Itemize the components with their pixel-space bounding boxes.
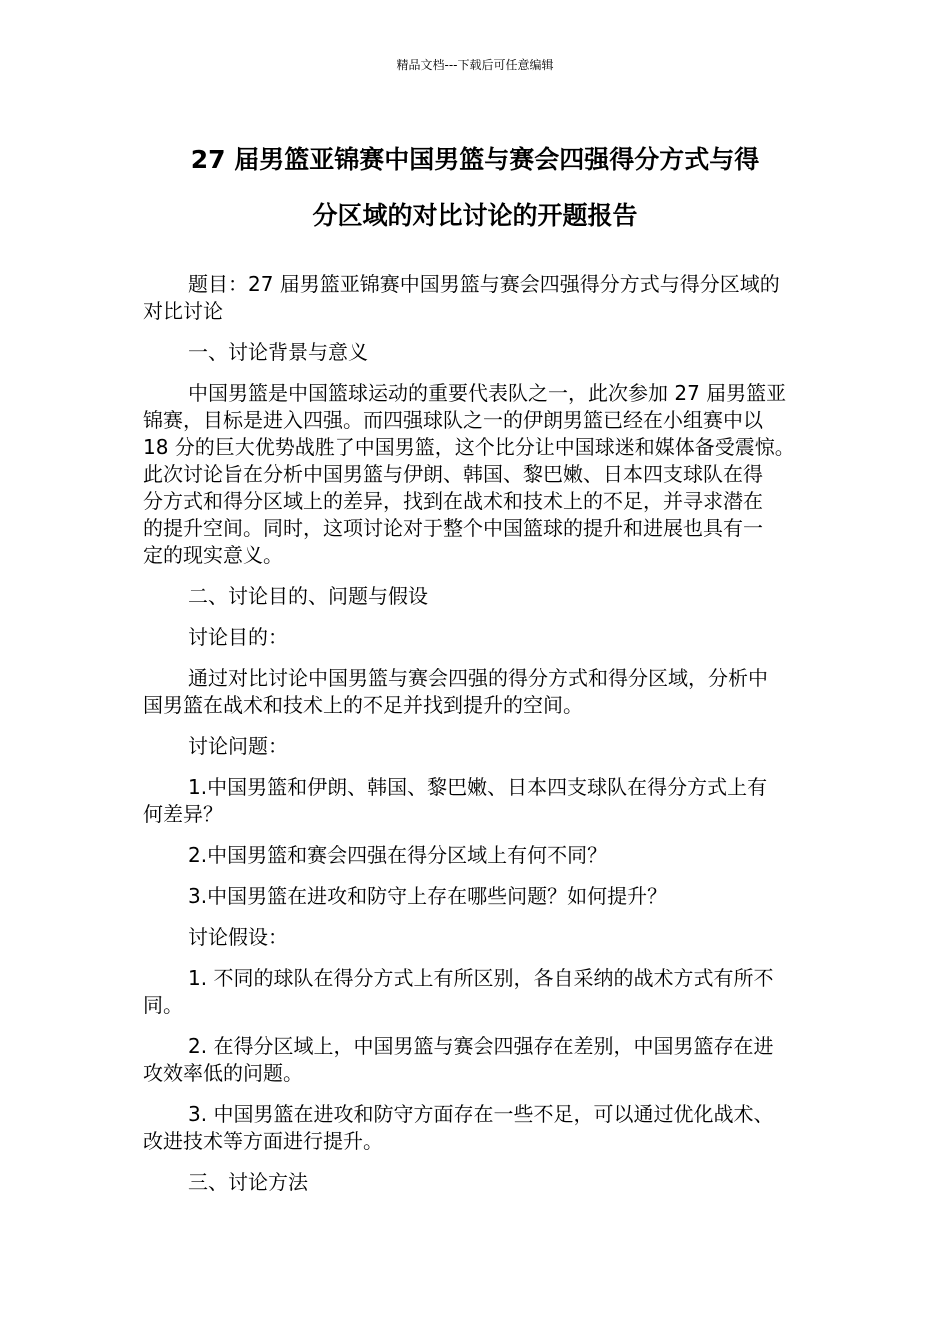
paragraph-line: 此次讨论旨在分析中国男篮与伊朗、韩国、黎巴嫩、日本四支球队在得 <box>143 462 763 486</box>
paragraph-line: 三、讨论方法 <box>188 1170 308 1194</box>
paragraph-line: 中国男篮是中国篮球运动的重要代表队之一，此次参加 27 届男篮亚 <box>188 381 787 405</box>
paragraph-line: 何差异？ <box>143 802 223 826</box>
paragraph <box>143 924 807 951</box>
paragraph <box>143 842 807 869</box>
paragraph-line: 讨论假设： <box>188 925 288 949</box>
paragraph-line: 锦赛，目标是进入四强。而四强球队之一的伊朗男篮已经在小组赛中以 <box>143 408 763 432</box>
document-body <box>143 271 807 1210</box>
paragraph <box>143 583 807 610</box>
paragraph <box>143 774 807 828</box>
paragraph-line: 2. 在得分区域上，中国男篮与赛会四强存在差别，中国男篮存在进 <box>188 1034 774 1058</box>
paragraph <box>143 1101 807 1155</box>
paragraph <box>143 665 807 719</box>
paragraph-line: 定的现实意义。 <box>143 543 283 567</box>
paragraph-line: 3.中国男篮在进攻和防守上存在哪些问题？如何提升？ <box>188 884 668 908</box>
paragraph-line: 1.中国男篮和伊朗、韩国、黎巴嫩、日本四支球队在得分方式上有 <box>188 775 768 799</box>
paragraph-line: 国男篮在战术和技术上的不足并找到提升的空间。 <box>143 693 583 717</box>
paragraph <box>143 1033 807 1087</box>
paragraph-line: 3. 中国男篮在进攻和防守方面存在一些不足，可以通过优化战术、 <box>188 1102 774 1126</box>
paragraph-line: 题目：27 届男篮亚锦赛中国男篮与赛会四强得分方式与得分区域的 <box>188 272 780 296</box>
paragraph-line: 1. 不同的球队在得分方式上有所区别，各自采纳的战术方式有所不 <box>188 966 774 990</box>
paragraph-line: 讨论目的： <box>188 625 288 649</box>
paragraph-line: 2.中国男篮和赛会四强在得分区域上有何不同？ <box>188 843 608 867</box>
paragraph <box>143 883 807 910</box>
document-title <box>143 132 807 244</box>
paragraph-line: 18 分的巨大优势战胜了中国男篮，这个比分让中国球迷和媒体备受震惊。 <box>143 435 795 459</box>
paragraph <box>143 1169 807 1196</box>
paragraph <box>143 271 807 325</box>
paragraph-line: 同。 <box>143 993 183 1017</box>
paragraph-line: 对比讨论 <box>143 299 223 323</box>
title-line-1: 27 届男篮亚锦赛中国男篮与赛会四强得分方式与得 <box>190 145 760 174</box>
paragraph-line: 通过对比讨论中国男篮与赛会四强的得分方式和得分区域，分析中 <box>188 666 768 690</box>
paragraph <box>143 380 807 569</box>
paragraph-line: 分方式和得分区域上的差异，找到在战术和技术上的不足，并寻求潜在 <box>143 489 763 513</box>
paragraph-line: 改进技术等方面进行提升。 <box>143 1129 383 1153</box>
paragraph-line: 攻效率低的问题。 <box>143 1061 303 1085</box>
paragraph-line: 一、讨论背景与意义 <box>188 340 368 364</box>
paragraph <box>143 624 807 651</box>
paragraph <box>143 965 807 1019</box>
paragraph-line: 讨论问题： <box>188 734 288 758</box>
paragraph-line: 的提升空间。同时，这项讨论对于整个中国篮球的提升和进展也具有一 <box>143 516 763 540</box>
title-line-2: 分区域的对比讨论的开题报告 <box>312 201 638 230</box>
paragraph-line: 二、讨论目的、问题与假设 <box>188 584 428 608</box>
paragraph <box>143 339 807 366</box>
paragraph <box>143 733 807 760</box>
page-header: 精品文档---下载后可任意编辑 <box>396 58 554 72</box>
